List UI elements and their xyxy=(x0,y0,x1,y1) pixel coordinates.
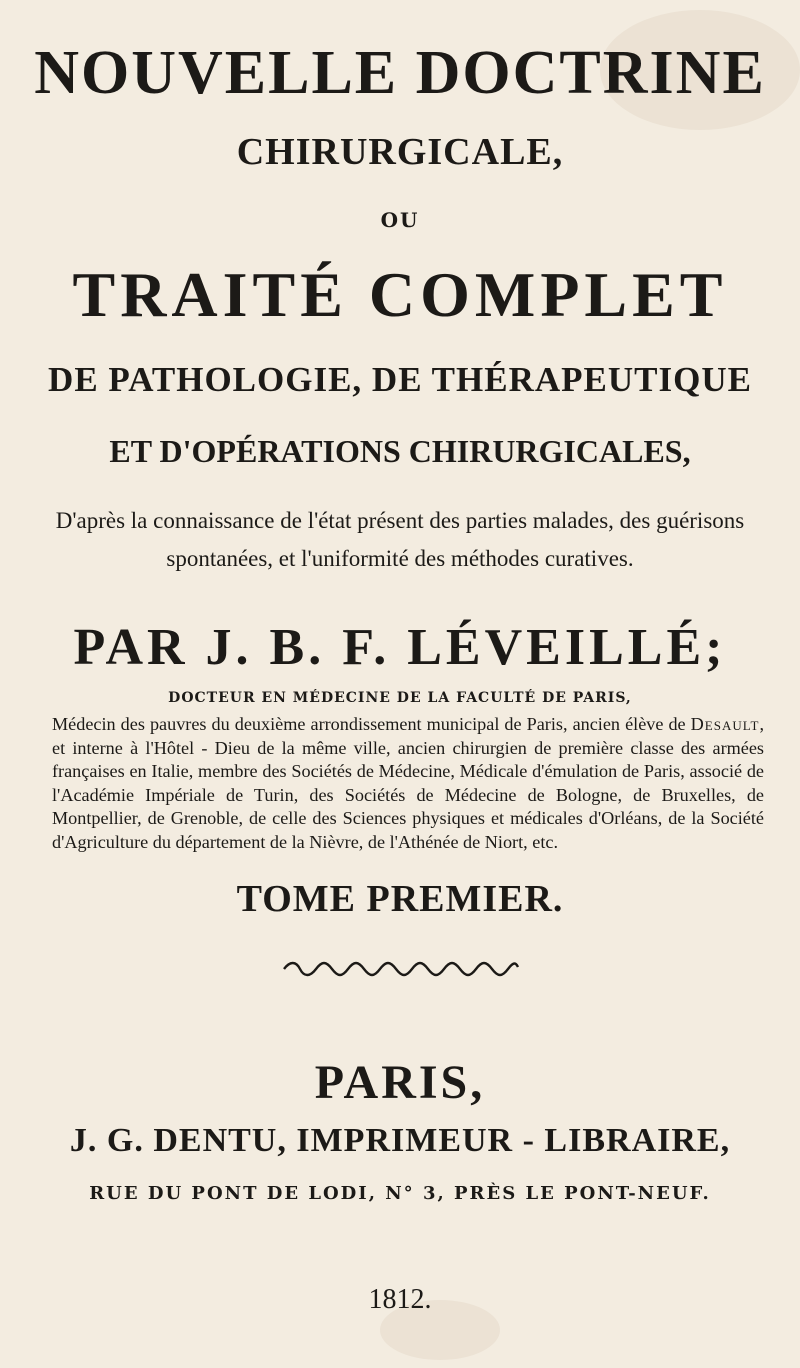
title-line-2: CHIRURGICALE, xyxy=(236,131,564,173)
bio-text-end: , et interne à l'Hôtel - Dieu de la même ville, ancien chirurgien de première classe des armées françaises en Italie, membre des Sociétés de Médecine, Médicale d'émulation de Paris, associé de l'Académie Impériale de Turin, des Sociétés de Médecine de Bologne, de Bruxelles, de Montpellier, de Grenoble, de celle des Sciences physiques et médicales d'Orléans, de la Société d'Agriculture du département de la Nièvre, de l'Athénée de Niort, etc. xyxy=(52,714,764,852)
title-line-3: TRAITÉ COMPLET xyxy=(72,259,728,330)
imprint-city: PARIS, xyxy=(314,1056,486,1109)
imprint-address: RUE DU PONT DE LODI, N° 3, PRÈS LE PONT-NEUF. xyxy=(89,1183,711,1204)
title-line-1: NOUVELLE DOCTRINE xyxy=(34,39,766,107)
author-biography xyxy=(52,713,764,854)
title-line-5: ET D'OPÉRATIONS CHIRURGICALES, xyxy=(109,433,691,469)
author-degree: DOCTEUR EN MÉDECINE DE LA FACULTÉ DE PARIS, xyxy=(168,690,632,706)
volume-label: TOME PREMIER. xyxy=(236,878,564,920)
author-name: PAR J. B. F. LÉVEILLÉ; xyxy=(73,619,727,676)
imprint-year: 1812. xyxy=(368,1284,432,1315)
title-or: OU xyxy=(380,208,420,232)
subtitle-description: D'après la connaissance de l'état présent des parties malades, des guérisons spontanées, et l'uniformité des méthodes curatives. xyxy=(55,508,745,571)
ornament-rule xyxy=(280,958,520,980)
bio-text-start: Médecin des pauvres du deuxième arrondissement municipal de Paris, ancien élève de xyxy=(52,714,691,734)
bio-name-desault: Desault xyxy=(690,714,760,734)
title-line-4: DE PATHOLOGIE, DE THÉRAPEUTIQUE xyxy=(48,360,752,399)
imprint-printer: J. G. DENTU, IMPRIMEUR - LIBRAIRE, xyxy=(69,1122,731,1159)
